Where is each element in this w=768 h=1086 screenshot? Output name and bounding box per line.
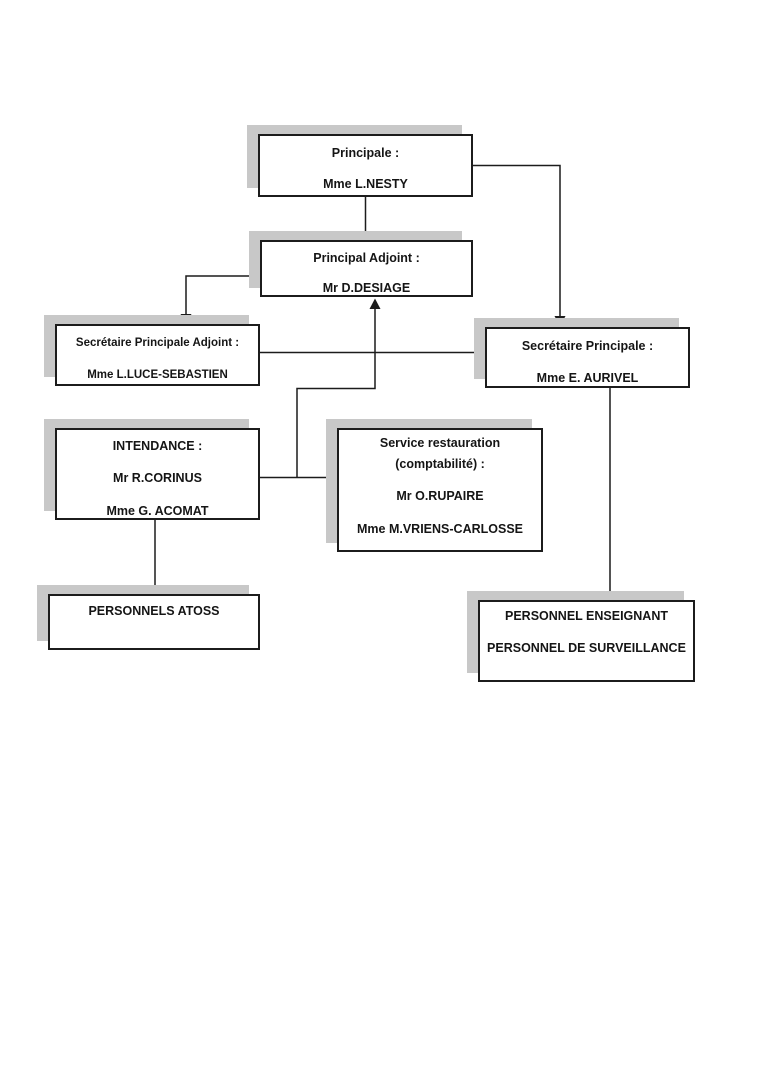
arrow-up-icon bbox=[370, 299, 381, 310]
node-person: Mme L.NESTY bbox=[323, 177, 408, 191]
node-title: Principal Adjoint : bbox=[313, 251, 420, 265]
node-person: Mme L.LUCE-SEBASTIEN bbox=[87, 369, 228, 381]
node-title: PERSONNEL ENSEIGNANT bbox=[505, 609, 668, 623]
arrow-down-icon bbox=[555, 316, 566, 327]
node-person: Mme E. AURIVEL bbox=[536, 371, 639, 385]
node-title: Service restauration bbox=[379, 436, 501, 450]
node-secretaire-principale bbox=[485, 327, 690, 388]
connector-principale-sec-principale bbox=[473, 166, 560, 317]
node-personnel-enseignant bbox=[478, 600, 695, 682]
connector-adjoint-sec-adjoint bbox=[186, 276, 260, 314]
node-person: Mr D.DESIAGE bbox=[322, 281, 411, 295]
node-person: Mme M.VRIENS-CARLOSSE bbox=[357, 522, 523, 536]
node-title: Secrétaire Principale Adjoint : bbox=[75, 337, 240, 349]
node-title: PERSONNEL DE SURVEILLANCE bbox=[487, 641, 686, 655]
node-personnels-atoss bbox=[48, 594, 260, 650]
node-person: Mr O.RUPAIRE bbox=[396, 489, 484, 503]
node-title: PERSONNELS ATOSS bbox=[88, 604, 220, 618]
node-title: Secrétaire Principale : bbox=[521, 339, 654, 353]
node-person: Mme G. ACOMAT bbox=[106, 504, 209, 518]
node-intendance bbox=[55, 428, 260, 520]
arrow-down-icon bbox=[181, 314, 192, 324]
node-principal-adjoint bbox=[260, 240, 473, 297]
node-title: Principale : bbox=[331, 146, 400, 160]
node-title: INTENDANCE : bbox=[112, 439, 203, 453]
node-secretaire-principale-adjoint bbox=[55, 324, 260, 386]
node-title: (comptabilité) : bbox=[395, 457, 485, 471]
node-principale bbox=[258, 134, 473, 197]
node-service-restauration bbox=[337, 428, 543, 552]
node-person: Mr R.CORINUS bbox=[113, 471, 202, 485]
